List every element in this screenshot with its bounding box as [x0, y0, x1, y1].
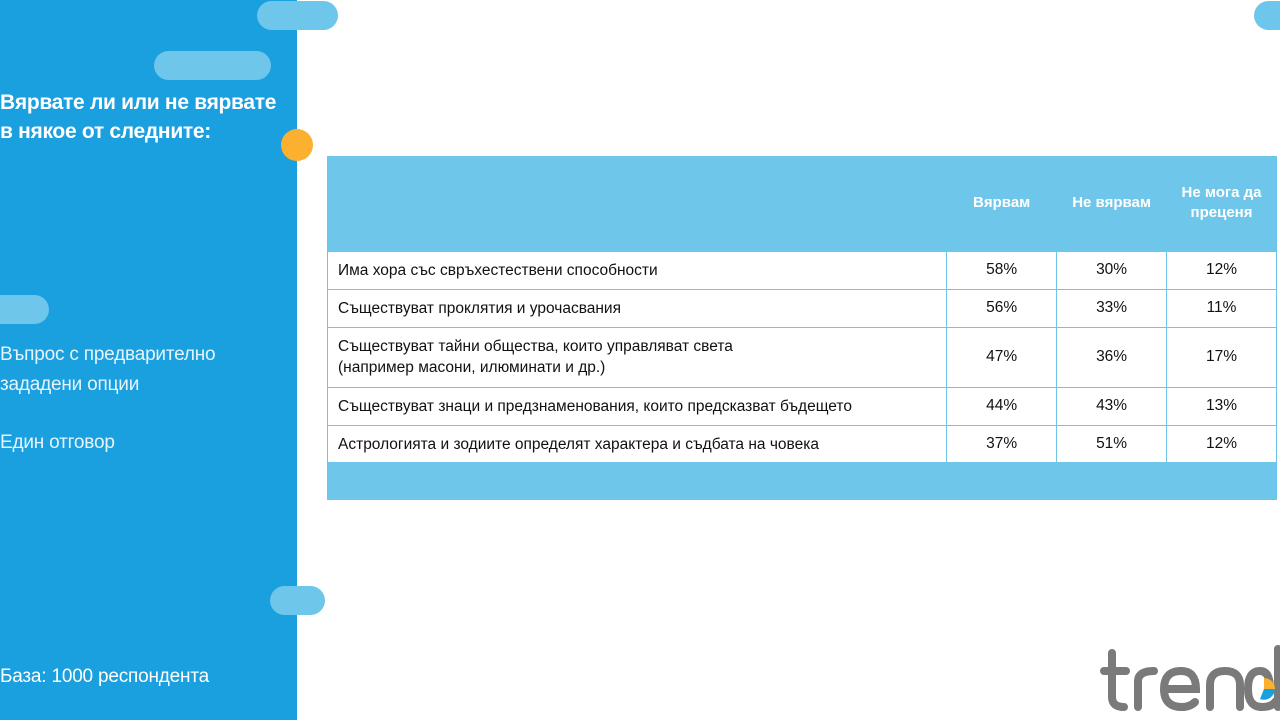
cell-not-believe: 36% [1057, 327, 1167, 387]
cell-not-believe: 30% [1057, 251, 1167, 289]
row-label: Съществуват знаци и предзнаменования, които предсказват бъдещето [328, 387, 947, 425]
row-label: Има хора със свръхестествени способности [328, 251, 947, 289]
header-cannot-judge [1167, 156, 1277, 251]
row-label-line-2: (например масони, илюминати и др.) [338, 359, 606, 376]
cell-cannot-judge: 13% [1167, 387, 1277, 425]
cell-believe: 58% [947, 251, 1057, 289]
table-header-row [328, 156, 1277, 251]
header-believe: Вярвам [947, 156, 1057, 251]
cell-believe: 56% [947, 289, 1057, 327]
trend-logo [1100, 645, 1280, 720]
question-type-line-2: зададени опции [0, 374, 140, 395]
cell-cannot-judge: 17% [1167, 327, 1277, 387]
header-not-believe: Не вярвам [1057, 156, 1167, 251]
table-row [328, 387, 1277, 425]
cell-cannot-judge: 12% [1167, 251, 1277, 289]
table-row [328, 425, 1277, 463]
sample-base: База: 1000 респондента [0, 666, 209, 687]
cell-not-believe: 51% [1057, 425, 1167, 463]
table-row [328, 289, 1277, 327]
decor-pill-top-right [1254, 1, 1280, 30]
header-cannot-judge-line-2: преценя [1190, 204, 1253, 222]
row-label [328, 327, 947, 387]
table-row [328, 327, 1277, 387]
results-table [327, 156, 1277, 464]
question-type [0, 340, 215, 400]
cell-believe: 44% [947, 387, 1057, 425]
sidebar-panel [0, 0, 297, 720]
cell-not-believe: 43% [1057, 387, 1167, 425]
question-title [0, 88, 290, 146]
decor-pill-upper [154, 51, 271, 80]
decor-pill-lower [270, 586, 325, 615]
answer-type: Един отговор [0, 432, 115, 453]
cell-cannot-judge: 11% [1167, 289, 1277, 327]
row-label: Астрологията и зодиите определят характера и съдбата на човека [328, 425, 947, 463]
row-label: Съществуват проклятия и урочасвания [328, 289, 947, 327]
question-type-line-1: Въпрос с предварително [0, 344, 216, 365]
decor-yellow-dot [281, 129, 313, 161]
decor-pill-middle [0, 295, 49, 324]
trend-logo-graphic [1100, 645, 1280, 720]
results-table-panel [327, 156, 1277, 500]
cell-not-believe: 33% [1057, 289, 1167, 327]
header-blank [328, 156, 947, 251]
header-cannot-judge-line-1: Не мога да [1181, 184, 1262, 202]
table-footer-band [327, 462, 1277, 500]
cell-believe: 47% [947, 327, 1057, 387]
table-row [328, 251, 1277, 289]
row-label-line-1: Съществуват тайни общества, които управляват света [338, 338, 733, 355]
question-title-line-1: Вярвате ли или не вярвате [0, 91, 277, 114]
question-title-line-2: в някое от следните: [0, 120, 211, 143]
decor-pill-top [257, 1, 338, 30]
cell-believe: 37% [947, 425, 1057, 463]
cell-cannot-judge: 12% [1167, 425, 1277, 463]
